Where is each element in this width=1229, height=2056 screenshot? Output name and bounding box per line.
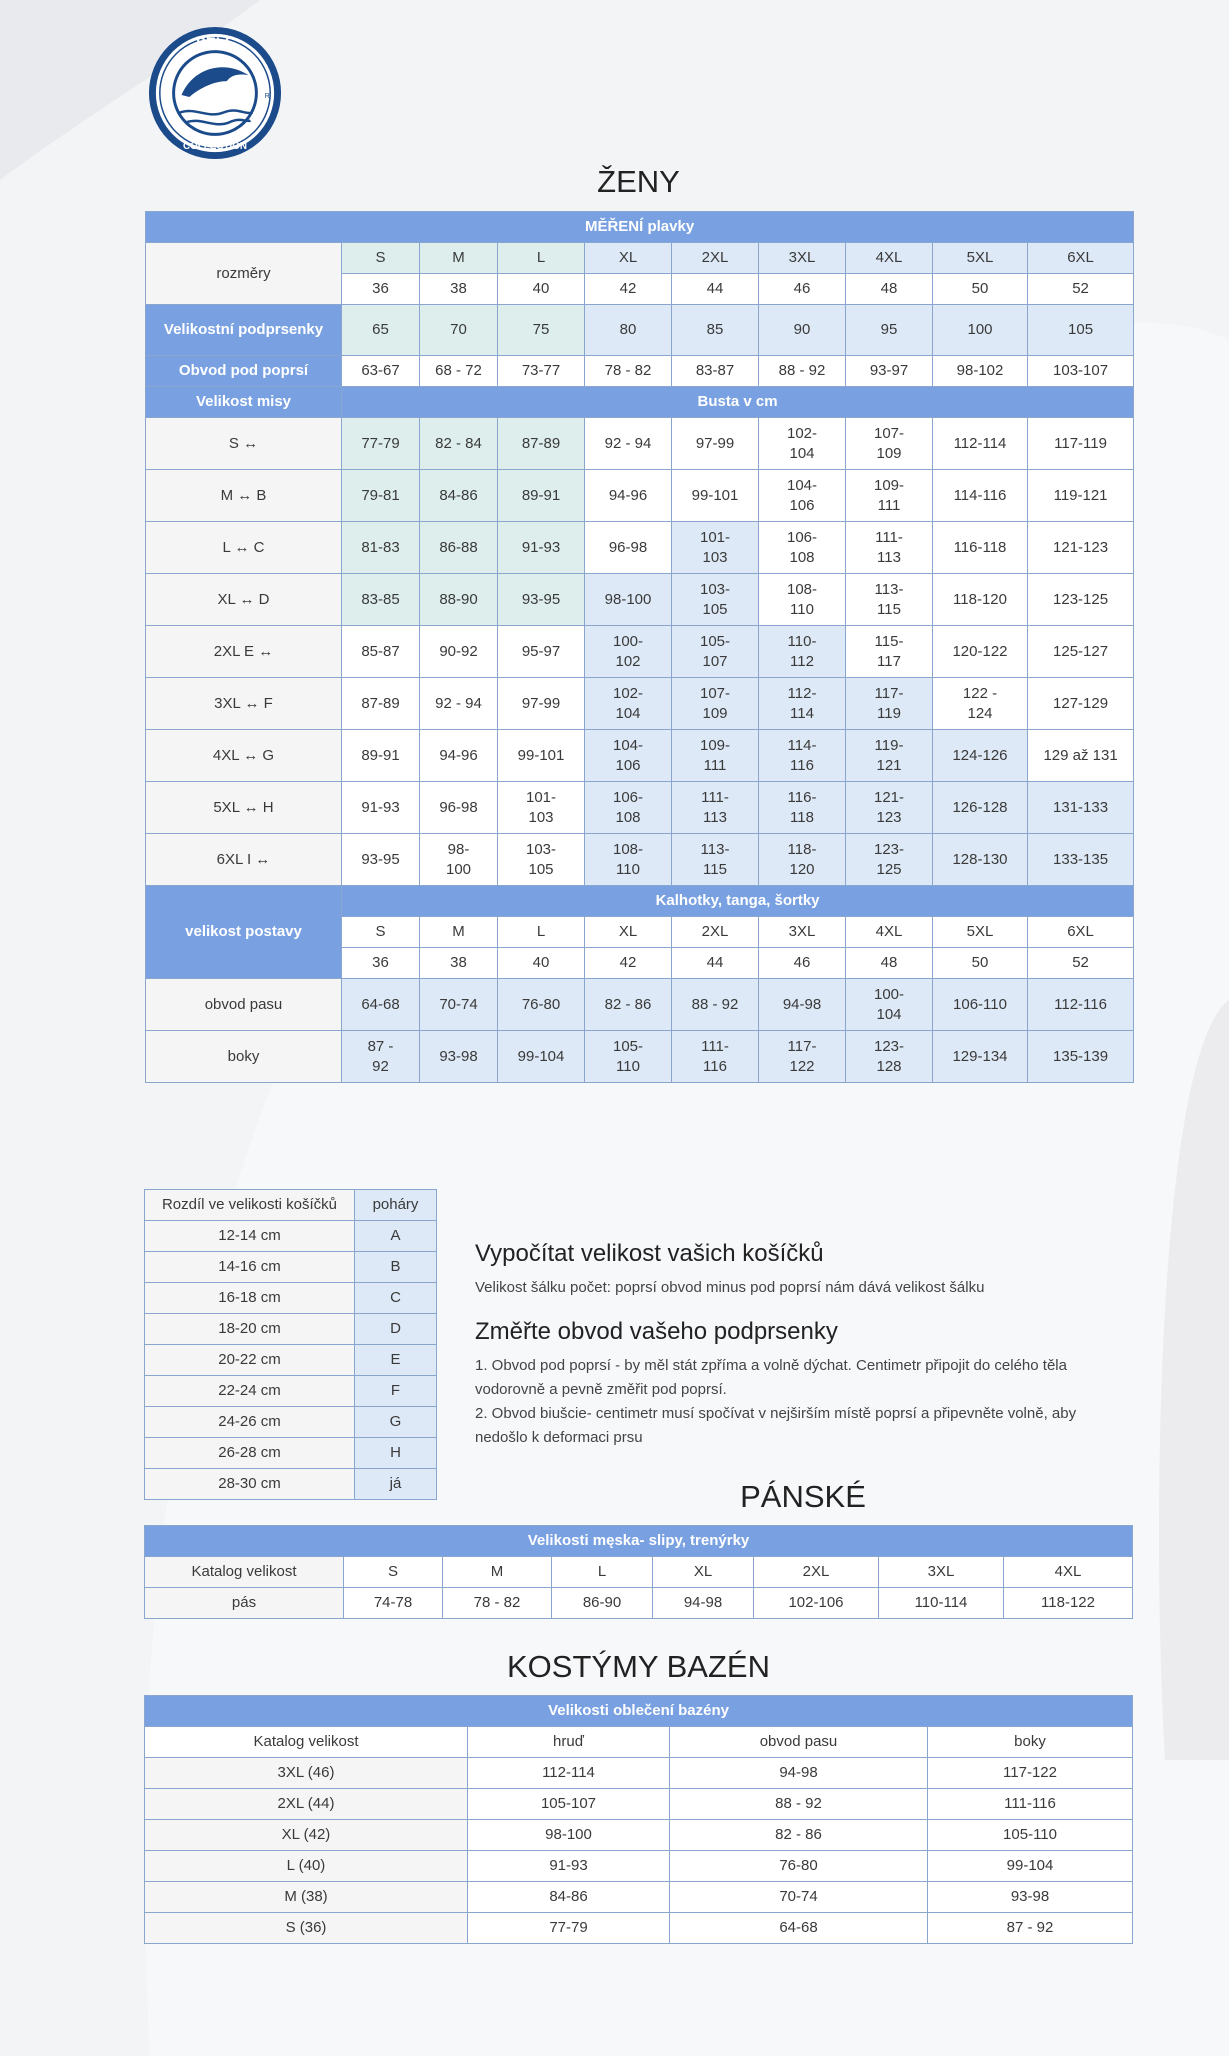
size-number: 40 [498,274,585,305]
logo-sub-text: COLLECTION [183,141,247,153]
bust-value: 111- 113 [846,522,933,574]
size-number: 46 [759,274,846,305]
logo-registered-mark: R [264,92,270,100]
hips-value: 111- 116 [672,1031,759,1083]
hips-value: 129-134 [933,1031,1028,1083]
cup-diff-header: Rozdíl ve velikosti košíčků [145,1190,355,1221]
cup-letter: já [355,1469,437,1500]
cup-diff-range: 12-14 cm [145,1221,355,1252]
women-waist-row [146,979,1134,1031]
body-size-label: velikost postavy [146,886,342,979]
women-title: ŽENY [597,164,680,199]
bust-value: 104- 106 [585,730,672,782]
men-size-header: XL [653,1557,754,1588]
hips-value: 135-139 [1028,1031,1134,1083]
cup-diff-range: 20-22 cm [145,1345,355,1376]
briefs-size-number: 44 [672,948,759,979]
cup-diff-row [145,1314,437,1345]
pool-size-label: 2XL (44) [145,1789,468,1820]
cup-diff-row [145,1283,437,1314]
size-number: 52 [1028,274,1134,305]
cup-diff-range: 22-24 cm [145,1376,355,1407]
cup-diff-row [145,1438,437,1469]
bust-value: 93-95 [498,574,585,626]
bust-value: 107- 109 [846,418,933,470]
bust-value: 92 - 94 [420,678,498,730]
cup-diff-row [145,1252,437,1283]
waist-value: 88 - 92 [672,979,759,1031]
pool-row [145,1789,1133,1820]
bust-value: 104- 106 [759,470,846,522]
bust-value: 112- 114 [759,678,846,730]
bra-size-value: 105 [1028,305,1134,356]
bust-value: 98-100 [585,574,672,626]
pool-measure-value: 91-93 [468,1851,670,1882]
bust-value: 129 až 131 [1028,730,1134,782]
women-hips-row [146,1031,1134,1083]
briefs-size-header: 5XL [933,917,1028,948]
hips-label: boky [146,1031,342,1083]
bust-value: 83-85 [342,574,420,626]
bust-value: 107- 109 [672,678,759,730]
cup-row-label: M ↔ B [146,470,342,522]
hips-value: 87 - 92 [342,1031,420,1083]
cup-row-label: 4XL ↔ G [146,730,342,782]
briefs-size-header: 2XL [672,917,759,948]
men-title: PÁNSKÉ [740,1479,866,1514]
bust-value: 99-101 [498,730,585,782]
bra-size-value: 75 [498,305,585,356]
bust-value: 94-96 [585,470,672,522]
bust-value: 106- 108 [585,782,672,834]
men-waist-row [145,1588,1133,1619]
pool-measure-value: 94-98 [670,1758,928,1789]
pool-row [145,1913,1133,1944]
underbust-value: 83-87 [672,356,759,387]
bust-value: 117- 119 [846,678,933,730]
pool-columns-row [145,1727,1133,1758]
men-waist-value: 74-78 [344,1588,443,1619]
pool-title: KOSTÝMY BAZÉN [507,1649,770,1684]
bust-value: 96-98 [585,522,672,574]
size-number: 38 [420,274,498,305]
bust-value: 82 - 84 [420,418,498,470]
cups-header-row [145,1190,437,1221]
briefs-size-number: 36 [342,948,420,979]
cup-diff-row [145,1376,437,1407]
men-size-header: 2XL [754,1557,879,1588]
waist-value: 94-98 [759,979,846,1031]
cup-row-label: 5XL ↔ H [146,782,342,834]
cup-letter: F [355,1376,437,1407]
bra-size-value: 80 [585,305,672,356]
pool-row [145,1820,1133,1851]
underbust-value: 68 - 72 [420,356,498,387]
bust-value: 122 - 124 [933,678,1028,730]
bra-size-value: 65 [342,305,420,356]
bust-value: 128-130 [933,834,1028,886]
bust-value: 109- 111 [672,730,759,782]
bust-value: 126-128 [933,782,1028,834]
pool-measure-value: 98-100 [468,1820,670,1851]
women-size-table [145,211,1134,1083]
underbust-label: Obvod pod poprsí [146,356,342,387]
bust-value: 131-133 [1028,782,1134,834]
bust-value: 81-83 [342,522,420,574]
briefs-size-number: 40 [498,948,585,979]
bust-cm-label: Busta v cm [342,387,1134,418]
briefs-header: Kalhotky, tanga, šortky [342,886,1134,917]
women-cup-header-row [146,387,1134,418]
men-size-row [145,1557,1133,1588]
bust-value: 105- 107 [672,626,759,678]
hips-value: 105- 110 [585,1031,672,1083]
men-waist-value: 94-98 [653,1588,754,1619]
pool-size-label: 3XL (46) [145,1758,468,1789]
cup-calc-title: Vypočítat velikost vašich košíčků [475,1240,824,1267]
cup-letter-header: poháry [355,1190,437,1221]
pool-measure-value: 82 - 86 [670,1820,928,1851]
waist-value: 70-74 [420,979,498,1031]
bust-value: 92 - 94 [585,418,672,470]
bra-size-value: 85 [672,305,759,356]
pool-size-label: M (38) [145,1882,468,1913]
bust-value: 111- 113 [672,782,759,834]
cup-diff-range: 16-18 cm [145,1283,355,1314]
men-waist-value: 102-106 [754,1588,879,1619]
bust-value: 77-79 [342,418,420,470]
cup-row [146,626,1134,678]
bust-value: 102- 104 [759,418,846,470]
bust-value: 123- 125 [846,834,933,886]
cup-diff-range: 28-30 cm [145,1469,355,1500]
men-waist-label: pás [145,1588,344,1619]
hips-value: 99-104 [498,1031,585,1083]
bust-value: 101- 103 [672,522,759,574]
bust-value: 96-98 [420,782,498,834]
cup-row [146,678,1134,730]
bust-value: 110- 112 [759,626,846,678]
waist-value: 100- 104 [846,979,933,1031]
cup-row [146,418,1134,470]
size-header: 3XL [759,243,846,274]
underbust-value: 88 - 92 [759,356,846,387]
bust-value: 116-118 [933,522,1028,574]
self-collection-logo [146,24,284,162]
bust-value: 99-101 [672,470,759,522]
cup-row-label: 6XL I ↔ [146,834,342,886]
bust-value: 108- 110 [759,574,846,626]
bra-size-value: 100 [933,305,1028,356]
men-waist-value: 86-90 [552,1588,653,1619]
size-number: 44 [672,274,759,305]
pool-column-header: Katalog velikost [145,1727,468,1758]
briefs-size-header: 3XL [759,917,846,948]
cup-row [146,522,1134,574]
cup-row [146,470,1134,522]
bust-value: 103- 105 [498,834,585,886]
bust-value: 115- 117 [846,626,933,678]
cup-letter: D [355,1314,437,1345]
pool-size-label: S (36) [145,1913,468,1944]
cup-diff-range: 26-28 cm [145,1438,355,1469]
pool-row [145,1851,1133,1882]
cup-letter: E [355,1345,437,1376]
waist-value: 112-116 [1028,979,1134,1031]
bust-value: 119-121 [1028,470,1134,522]
pool-size-label: XL (42) [145,1820,468,1851]
hips-value: 117- 122 [759,1031,846,1083]
pool-measure-value: 76-80 [670,1851,928,1882]
briefs-size-header: 4XL [846,917,933,948]
pool-measure-value: 105-107 [468,1789,670,1820]
bust-value: 109- 111 [846,470,933,522]
cup-row-label: L ↔ C [146,522,342,574]
bust-value: 123-125 [1028,574,1134,626]
briefs-size-header: L [498,917,585,948]
men-size-header: S [344,1557,443,1588]
bra-size-label: Velikostní podprsenky [146,305,342,356]
briefs-size-number: 42 [585,948,672,979]
men-size-header: 3XL [879,1557,1004,1588]
size-header: 5XL [933,243,1028,274]
bust-value: 79-81 [342,470,420,522]
bust-value: 97-99 [498,678,585,730]
briefs-size-number: 50 [933,948,1028,979]
bust-value: 118- 120 [759,834,846,886]
men-waist-value: 78 - 82 [443,1588,552,1619]
pool-column-header: hruď [468,1727,670,1758]
cup-row-label: 2XL E ↔ [146,626,342,678]
briefs-size-header: XL [585,917,672,948]
underbust-value: 73-77 [498,356,585,387]
cup-row [146,782,1134,834]
hips-value: 123- 128 [846,1031,933,1083]
cup-row-label: 3XL ↔ F [146,678,342,730]
briefs-size-number: 48 [846,948,933,979]
bra-measure-step-1: 1. Obvod pod poprsí - by měl stát zpříma a volně dýchat. Centimetr připojit do celého těla vodorovně a pevně změřit pod poprsí. [475,1357,1067,1398]
underbust-value: 78 - 82 [585,356,672,387]
bra-size-value: 70 [420,305,498,356]
cup-letter: B [355,1252,437,1283]
cup-diff-range: 24-26 cm [145,1407,355,1438]
bust-value: 116- 118 [759,782,846,834]
men-size-header: L [552,1557,653,1588]
pool-measure-value: 112-114 [468,1758,670,1789]
pool-measure-value: 117-122 [928,1758,1133,1789]
bust-value: 102- 104 [585,678,672,730]
cup-row-label: S ↔ [146,418,342,470]
size-header: XL [585,243,672,274]
bust-value: 97-99 [672,418,759,470]
bust-value: 91-93 [342,782,420,834]
bust-value: 90-92 [420,626,498,678]
bust-value: 95-97 [498,626,585,678]
pool-size-label: L (40) [145,1851,468,1882]
size-number: 50 [933,274,1028,305]
bust-value: 127-129 [1028,678,1134,730]
cup-calc-text: Velikost šálku počet: poprsí obvod minus pod poprsí nám dává velikost šálku [475,1279,985,1296]
size-header: 6XL [1028,243,1134,274]
pool-size-table [144,1695,1133,1944]
size-number: 36 [342,274,420,305]
cup-letter: H [355,1438,437,1469]
bust-value: 120-122 [933,626,1028,678]
underbust-value: 63-67 [342,356,420,387]
bust-value: 114- 116 [759,730,846,782]
women-briefs-header-row [146,886,1134,917]
men-waist-value: 118-122 [1004,1588,1133,1619]
men-size-table [144,1525,1133,1619]
bust-value: 121-123 [1028,522,1134,574]
pool-measure-value: 88 - 92 [670,1789,928,1820]
bra-size-value: 90 [759,305,846,356]
bust-value: 106- 108 [759,522,846,574]
briefs-size-header: S [342,917,420,948]
bust-value: 88-90 [420,574,498,626]
pool-measure-value: 111-116 [928,1789,1133,1820]
bust-value: 113- 115 [846,574,933,626]
size-header: 2XL [672,243,759,274]
cup-calculation-section [475,1236,1115,1450]
size-header: S [342,243,420,274]
size-header: 4XL [846,243,933,274]
swim-measure-header: MĚŘENÍ plavky [146,212,1134,243]
men-table-header: Velikosti męska- slipy, trenýrky [145,1526,1133,1557]
waist-value: 106-110 [933,979,1028,1031]
cup-row [146,730,1134,782]
bust-value: 94-96 [420,730,498,782]
briefs-size-header: 6XL [1028,917,1134,948]
women-underbust-row [146,356,1134,387]
underbust-value: 93-97 [846,356,933,387]
bust-value: 86-88 [420,522,498,574]
bust-value: 100- 102 [585,626,672,678]
cup-diff-row [145,1221,437,1252]
bust-value: 133-135 [1028,834,1134,886]
women-swim-header-row [146,212,1134,243]
bust-value: 89-91 [342,730,420,782]
men-catalog-label: Katalog velikost [145,1557,344,1588]
dimensions-label: rozměry [146,243,342,305]
pool-measure-value: 77-79 [468,1913,670,1944]
bust-value: 113- 115 [672,834,759,886]
bust-value: 85-87 [342,626,420,678]
bust-value: 108- 110 [585,834,672,886]
bust-value: 112-114 [933,418,1028,470]
underbust-value: 103-107 [1028,356,1134,387]
cup-letter: A [355,1221,437,1252]
briefs-size-number: 38 [420,948,498,979]
bust-value: 98- 100 [420,834,498,886]
pool-measure-value: 87 - 92 [928,1913,1133,1944]
bust-value: 91-93 [498,522,585,574]
pool-measure-value: 70-74 [670,1882,928,1913]
cup-row [146,834,1134,886]
cup-letter: C [355,1283,437,1314]
logo-brand-text: SELF [196,35,234,52]
bust-value: 101- 103 [498,782,585,834]
bust-value: 84-86 [420,470,498,522]
cup-size-label: Velikost misy [146,387,342,418]
men-size-header: M [443,1557,552,1588]
bust-value: 121- 123 [846,782,933,834]
size-header: L [498,243,585,274]
cup-diff-row [145,1407,437,1438]
bust-value: 89-91 [498,470,585,522]
men-size-header: 4XL [1004,1557,1133,1588]
bust-value: 87-89 [498,418,585,470]
pool-column-header: boky [928,1727,1133,1758]
bust-value: 87-89 [342,678,420,730]
men-waist-value: 110-114 [879,1588,1004,1619]
bra-measure-title: Změřte obvod vašeho podprsenky [475,1318,838,1345]
size-number: 48 [846,274,933,305]
women-bra-size-row [146,305,1134,356]
briefs-size-header: M [420,917,498,948]
cup-letter: G [355,1407,437,1438]
bust-value: 103- 105 [672,574,759,626]
cup-diff-range: 14-16 cm [145,1252,355,1283]
waist-label: obvod pasu [146,979,342,1031]
pool-measure-value: 64-68 [670,1913,928,1944]
bust-value: 93-95 [342,834,420,886]
pool-row [145,1758,1133,1789]
men-header-row [145,1526,1133,1557]
pool-measure-value: 93-98 [928,1882,1133,1913]
bust-value: 125-127 [1028,626,1134,678]
bra-size-value: 95 [846,305,933,356]
bust-value: 124-126 [933,730,1028,782]
pool-header-row [145,1696,1133,1727]
cup-row-label: XL ↔ D [146,574,342,626]
pool-measure-value: 84-86 [468,1882,670,1913]
bra-measure-step-2: 2. Obvod biušcie- centimetr musí spočívat v nejširším místě poprsí a připevněte volně, aby nedošlo k deformaci prsu [475,1405,1077,1446]
cup-row [146,574,1134,626]
waist-value: 82 - 86 [585,979,672,1031]
women-size-row [146,243,1134,274]
cup-diff-range: 18-20 cm [145,1314,355,1345]
pool-measure-value: 105-110 [928,1820,1133,1851]
size-header: M [420,243,498,274]
pool-row [145,1882,1133,1913]
briefs-size-number: 52 [1028,948,1134,979]
cup-diff-row [145,1469,437,1500]
size-number: 42 [585,274,672,305]
pool-table-header: Velikosti oblečení bazény [145,1696,1133,1727]
pool-column-header: obvod pasu [670,1727,928,1758]
bust-value: 114-116 [933,470,1028,522]
underbust-value: 98-102 [933,356,1028,387]
cup-diff-row [145,1345,437,1376]
waist-value: 64-68 [342,979,420,1031]
bust-value: 117-119 [1028,418,1134,470]
waist-value: 76-80 [498,979,585,1031]
bust-value: 118-120 [933,574,1028,626]
cup-difference-table [144,1189,437,1500]
briefs-size-number: 46 [759,948,846,979]
pool-measure-value: 99-104 [928,1851,1133,1882]
bust-value: 119- 121 [846,730,933,782]
hips-value: 93-98 [420,1031,498,1083]
